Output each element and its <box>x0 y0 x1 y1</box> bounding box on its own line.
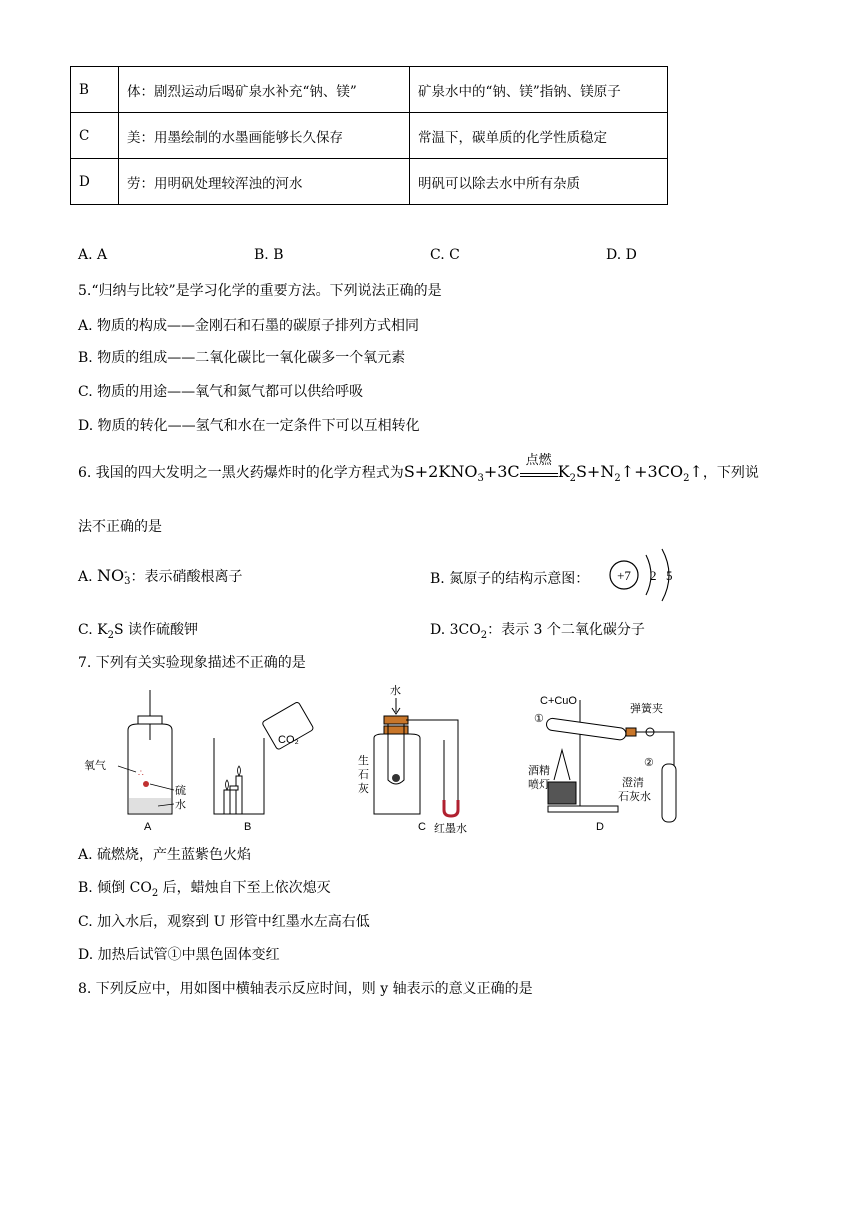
option-text: 后，蜡烛自下至上依次熄灭 <box>158 880 331 896</box>
option-letter: A. <box>78 569 93 585</box>
label-quicklime-2: 石 <box>358 769 369 781</box>
q7-option-d: D. 加热后试管①中黑色固体变红 <box>78 947 280 963</box>
condition-label: 点燃 <box>525 452 552 468</box>
label-water-top: 水 <box>390 685 401 697</box>
label-circle-1: ① <box>534 713 544 725</box>
formula-sup: - <box>124 566 128 578</box>
option-text: ：表示硝酸根离子 <box>130 569 243 585</box>
label-limewater-1: 澄清 <box>622 777 644 789</box>
nitrate-formula <box>97 566 131 585</box>
label-quicklime-1: 生 <box>358 755 369 767</box>
label-oxygen: 氧气 <box>84 760 106 772</box>
label-sulfur: 硫 <box>175 785 186 797</box>
q6-stem-suffix: ，下列说 <box>702 465 759 481</box>
row-left: 美：用墨绘制的水墨画能够长久保存 <box>119 113 410 159</box>
formula-sub: 3 <box>124 575 131 587</box>
option-text: S 读作硫酸钾 <box>113 622 198 638</box>
shell1-label: 2 <box>650 568 657 583</box>
panel-a-sulfur-burning <box>84 690 186 833</box>
table-row <box>71 159 668 205</box>
eq-sub: 2 <box>614 473 621 485</box>
eq-part: S+N <box>575 462 615 481</box>
formula: NO <box>97 566 125 585</box>
q6-option-b: B. 氮原子的结构示意图： <box>430 571 590 587</box>
table-row <box>71 113 668 159</box>
option-text: B. 倾倒 CO <box>78 880 152 896</box>
eq-sub: 2 <box>569 473 576 485</box>
svg-text:∴: ∴ <box>138 769 144 779</box>
q7-option-a: A. 硫燃烧，产生蓝紫色火焰 <box>78 847 252 863</box>
q6-option-a <box>78 566 243 586</box>
q5-option-b: B. 物质的组成——二氧化碳比一氧化碳多一个氧元素 <box>78 350 406 366</box>
q6-equation <box>403 452 703 485</box>
nucleus-label: +7 <box>617 568 631 583</box>
panel-b-co2-candles <box>214 701 314 833</box>
q4-answer-c: C. C <box>430 247 460 263</box>
label-spring-clip: 弹簧夹 <box>630 703 663 715</box>
row-letter: D <box>71 159 119 205</box>
option-text: C. K <box>78 622 108 638</box>
formula-sub: 2 <box>480 629 488 641</box>
label-lamp-2: 喷灯 <box>528 779 550 791</box>
shell2-label: 5 <box>666 568 673 583</box>
option-text: D. 3CO <box>430 622 481 638</box>
eq-part: S+2KNO <box>403 462 478 481</box>
q6-option-d <box>430 619 645 641</box>
q6-stem-prefix: 6. 我国的四大发明之一黑火药爆炸时的化学方程式为 <box>78 465 404 481</box>
q5-option-a: A. 物质的构成——金刚石和石墨的碳原子排列方式相同 <box>78 318 420 334</box>
label-limewater-2: 石灰水 <box>618 791 651 803</box>
panel-label-d: D <box>596 821 604 833</box>
q6-stem <box>78 452 759 485</box>
panel-label-c: C <box>418 821 426 833</box>
reaction-condition <box>520 452 558 477</box>
label-circle-2: ② <box>644 757 654 769</box>
row-right: 常温下，碳单质的化学性质稳定 <box>410 113 668 159</box>
row-left: 劳：用明矾处理较浑浊的河水 <box>119 159 410 205</box>
panel-label-b: B <box>244 821 252 833</box>
eq-part: K <box>557 462 570 481</box>
q4-answer-a: A. A <box>78 247 108 263</box>
q5-option-c: C. 物质的用途——氧气和氮气都可以供给呼吸 <box>78 384 364 400</box>
q8-stem: 8. 下列反应中，用如图中横轴表示反应时间，则 y 轴表示的意义正确的是 <box>78 981 533 997</box>
label-quicklime-3: 灰 <box>358 783 369 795</box>
row-letter: B <box>71 67 119 113</box>
q4-answer-d: D. D <box>606 247 637 263</box>
equals-sign <box>520 473 558 477</box>
experiment-figures <box>78 680 698 840</box>
row-right: 矿泉水中的“钠、镁”指钠、镁原子 <box>410 67 668 113</box>
label-c-cuo: C+CuO <box>540 695 577 707</box>
label-lamp-1: 酒精 <box>528 765 550 777</box>
eq-part: +3C <box>483 462 520 481</box>
eq-sub: 2 <box>683 473 690 485</box>
q4-answer-b: B. B <box>254 247 284 263</box>
nitrogen-atom-diagram <box>608 543 688 607</box>
eq-sub: 3 <box>477 473 484 485</box>
panel-d-carbon-reduction <box>528 695 676 833</box>
q5-option-d: D. 物质的转化——氢气和水在一定条件下可以互相转化 <box>78 418 420 434</box>
label-red-ink: 红墨水 <box>434 823 467 835</box>
q6-stem-line2: 法不正确的是 <box>78 519 162 535</box>
option-text: ：表示 3 个二氧化碳分子 <box>487 622 645 638</box>
row-left: 体：剧烈运动后喝矿泉水补充“钠、镁” <box>119 67 410 113</box>
eq-part: ↑+3CO <box>620 462 684 481</box>
eq-part: ↑ <box>689 462 703 481</box>
q7-option-c: C. 加入水后，观察到 U 形管中红墨水左高右低 <box>78 914 370 930</box>
panel-label-a: A <box>144 821 152 833</box>
formula-sub: 2 <box>107 629 114 641</box>
q7-option-b <box>78 877 331 899</box>
row-letter: C <box>71 113 119 159</box>
table-row <box>71 67 668 113</box>
panel-c-quicklime <box>358 683 467 835</box>
label-water: 水 <box>175 799 186 811</box>
options-table <box>70 66 668 205</box>
row-right: 明矾可以除去水中所有杂质 <box>410 159 668 205</box>
q6-option-c <box>78 619 198 641</box>
label-co2: CO₂ <box>278 734 299 746</box>
q7-stem: 7. 下列有关实验现象描述不正确的是 <box>78 655 306 671</box>
q5-stem: 5.“归纳与比较”是学习化学的重要方法。下列说法正确的是 <box>78 283 442 299</box>
formula-sub: 2 <box>151 887 159 899</box>
